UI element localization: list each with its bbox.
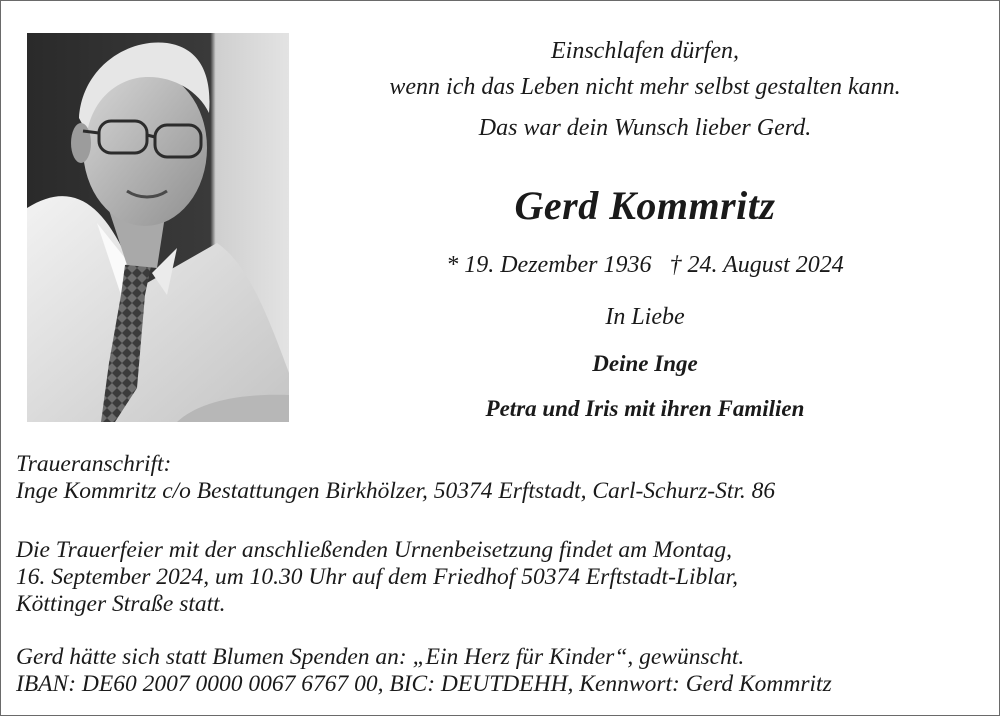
signature-family: Petra und Iris mit ihren Familien: [485, 396, 805, 421]
address-label: Traueranschrift:: [16, 451, 172, 477]
donation-line-1: Gerd hätte sich statt Blumen Spenden an: „Ein Herz für Kinder“, gewünscht.: [16, 644, 745, 670]
death-date: † 24. August 2024: [669, 252, 844, 278]
donation-block: [16, 644, 991, 698]
signature-inge: Deine Inge: [592, 351, 698, 376]
portrait-photo-icon: [27, 33, 289, 422]
life-dates: [300, 252, 990, 279]
in-love-line: In Liebe: [605, 304, 685, 330]
address-text: Inge Kommritz c/o Bestattungen Birkhölzer, 50374 Erftstadt, Carl-Schurz-Str. 86: [16, 478, 776, 504]
birth-date: * 19. Dezember 1936: [446, 252, 652, 278]
ceremony-line-1: Die Trauerfeier mit der anschließenden Urnenbeisetzung findet am Montag,: [16, 537, 732, 563]
donation-line-2: IBAN: DE60 2007 0000 0067 6767 00, BIC: DEUTDEHH, Kennwort: Gerd Kommritz: [16, 671, 832, 697]
ceremony-block: [16, 537, 991, 618]
motto-line-2: wenn ich das Leben nicht mehr selbst gestalten kann.: [389, 74, 901, 100]
ceremony-line-3: Köttinger Straße statt.: [16, 591, 226, 617]
motto-line-1: Einschlafen dürfen,: [551, 38, 739, 64]
portrait-photo: [27, 33, 289, 422]
address-block: [16, 451, 991, 505]
ceremony-line-2: 16. September 2024, um 10.30 Uhr auf dem Friedhof 50374 Erftstadt-Liblar,: [16, 564, 738, 590]
motto-line-3: Das war dein Wunsch lieber Gerd.: [478, 115, 812, 141]
deceased-name: Gerd Kommritz: [514, 183, 776, 228]
